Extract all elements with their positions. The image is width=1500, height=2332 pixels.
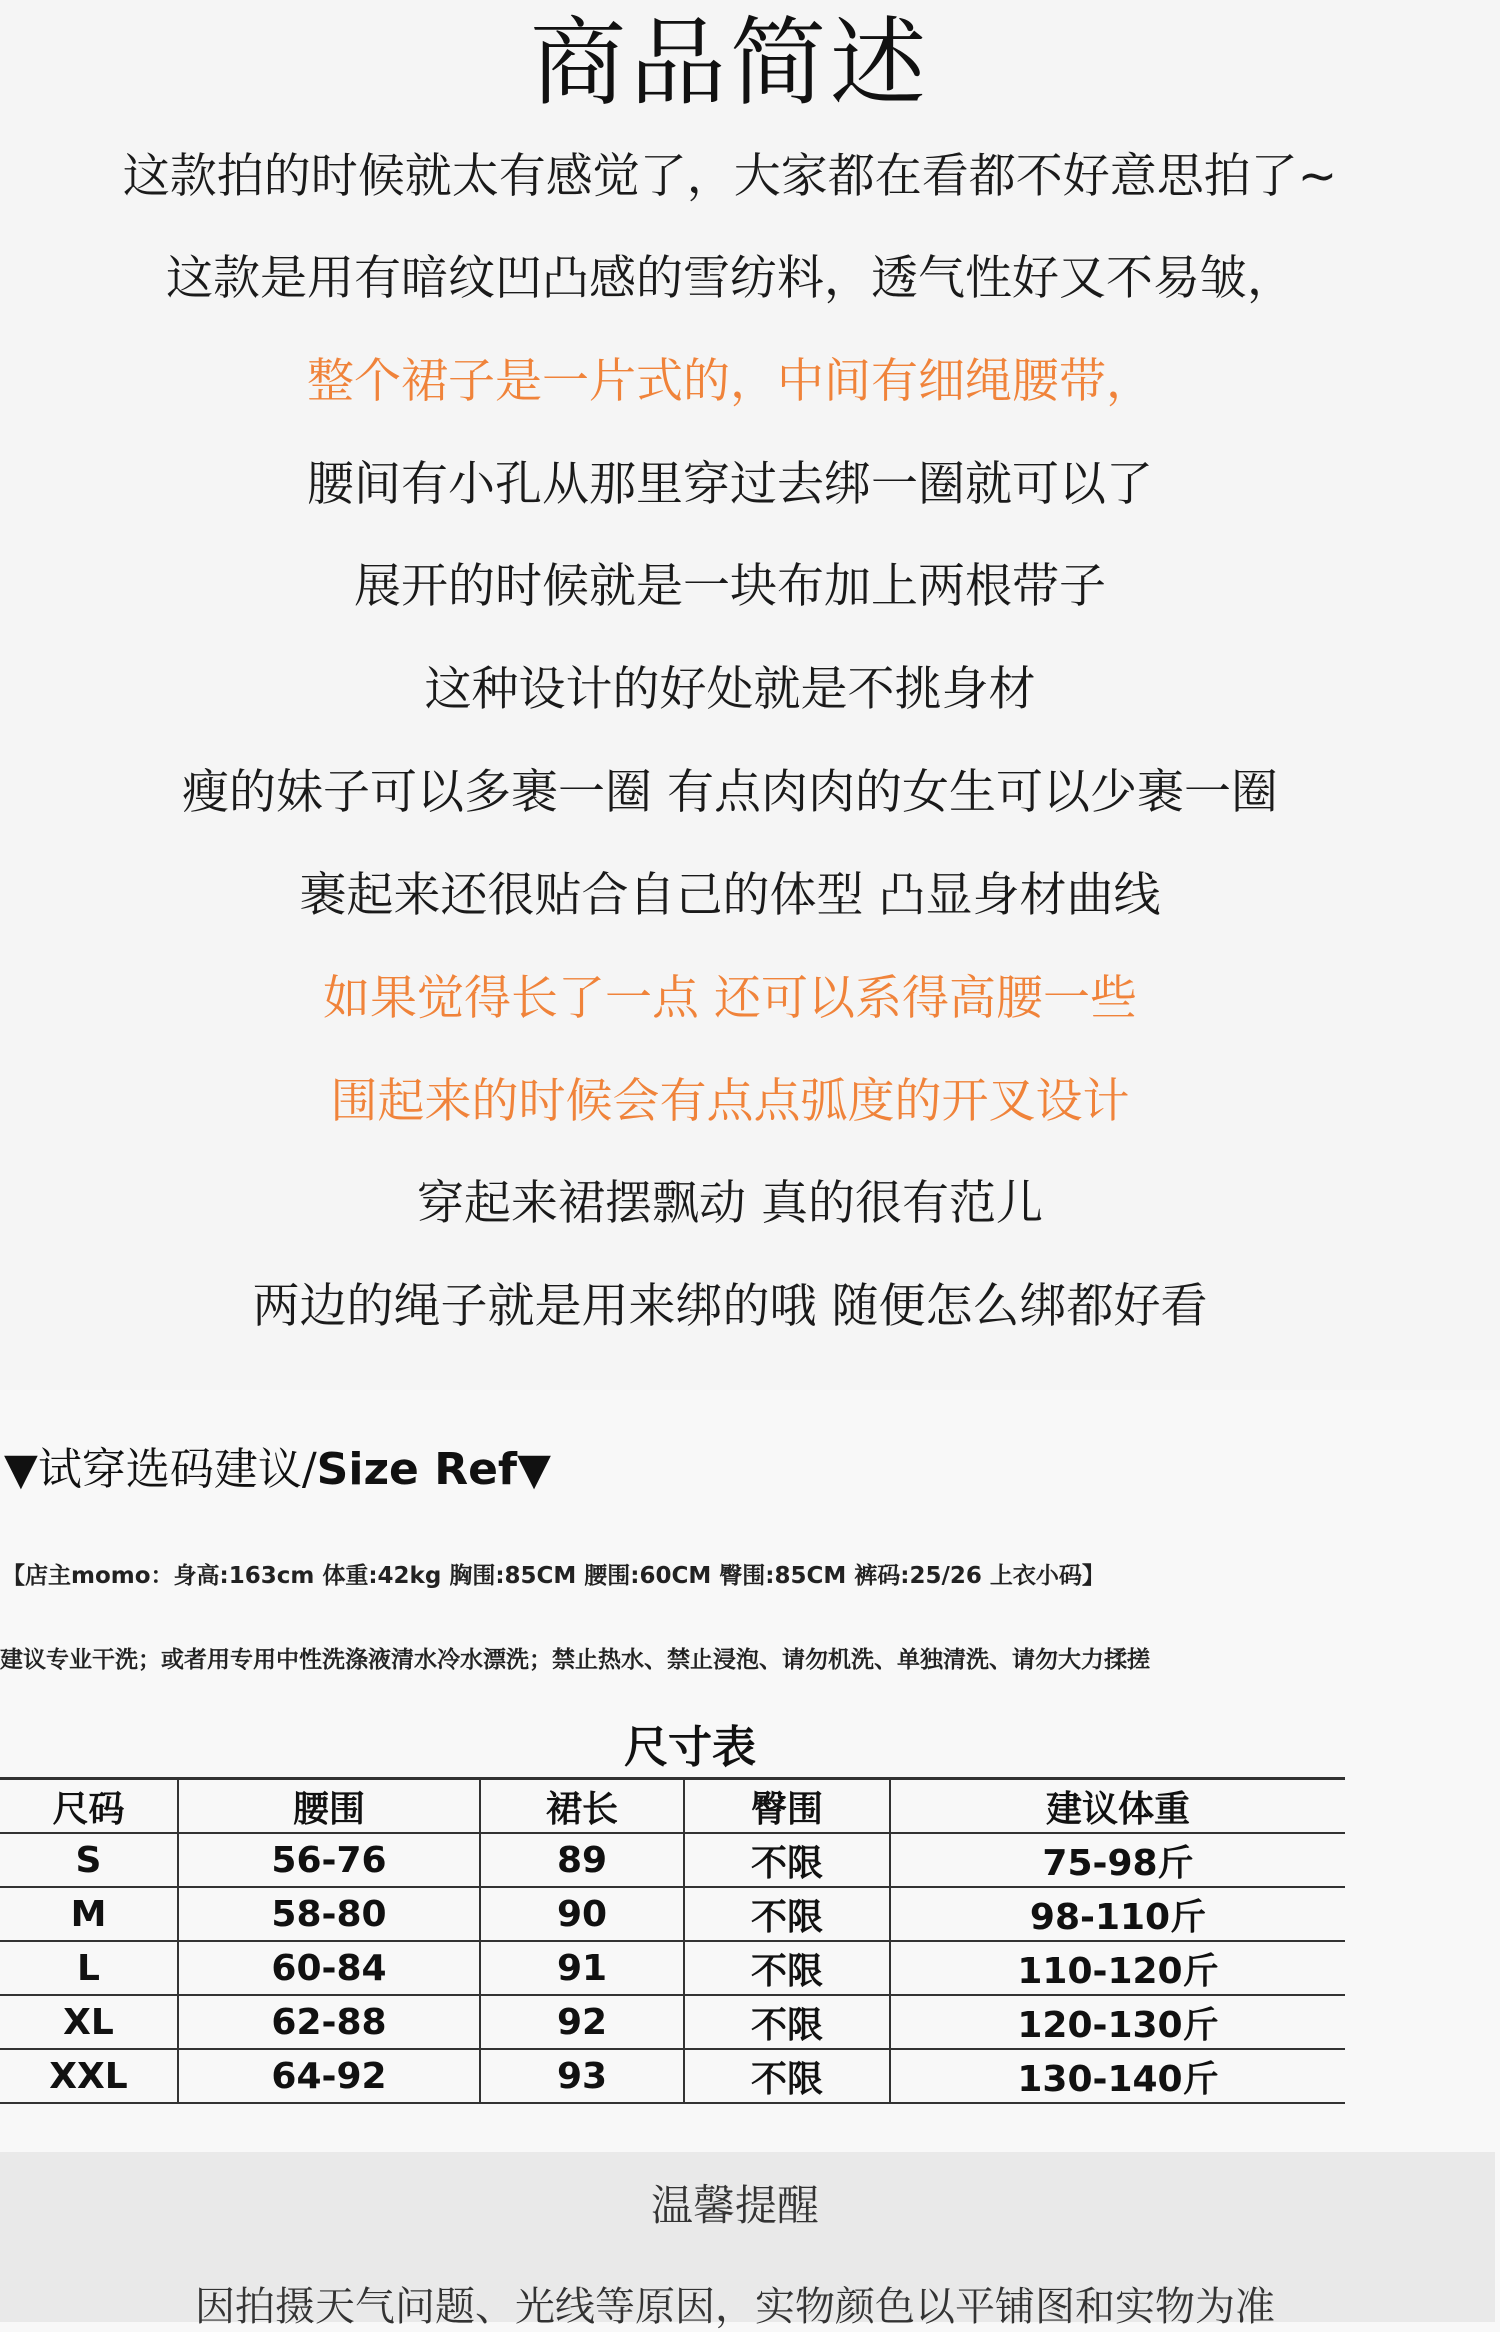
- triangle-down-icon: ▼: [517, 1444, 551, 1495]
- cell-hip: 不限: [684, 1995, 890, 2049]
- size-table-title: 尺寸表: [624, 1722, 756, 1773]
- cell-waist: 64-92: [178, 2049, 480, 2103]
- table-row: [0, 1833, 1345, 1887]
- cell-length: 89: [480, 1833, 684, 1887]
- triangle-down-icon: ▼: [4, 1444, 38, 1495]
- header-waist: 腰围: [178, 1779, 480, 1834]
- cell-size: L: [0, 1941, 178, 1995]
- description-line: 这款是用有暗纹凹凸感的雪纺料，透气性好又不易皱，: [166, 251, 1294, 306]
- size-table: [0, 1777, 1345, 2104]
- cell-waist: 62-88: [178, 1995, 480, 2049]
- notice-text: 因拍摄天气问题、光线等原因，实物颜色以平铺图和实物为准: [195, 2284, 1275, 2330]
- notice-title: 温馨提醒: [650, 2181, 819, 2230]
- cell-length: 93: [480, 2049, 684, 2103]
- cell-waist: 56-76: [178, 1833, 480, 1887]
- description-line: 两边的绳子就是用来绑的哦 随便怎么绑都好看: [252, 1279, 1208, 1334]
- description-line-highlight: 整个裙子是一片式的，中间有细绳腰带，: [307, 354, 1153, 409]
- size-ref-label-cn: 试穿选码建议/: [37, 1444, 317, 1495]
- cell-size: S: [0, 1833, 178, 1887]
- cell-weight: 75-98斤: [890, 1833, 1345, 1887]
- cell-size: M: [0, 1887, 178, 1941]
- cell-weight: 98-110斤: [890, 1887, 1345, 1941]
- cell-waist: 60-84: [178, 1941, 480, 1995]
- cell-hip: 不限: [684, 1887, 890, 1941]
- cell-hip: 不限: [684, 1941, 890, 1995]
- description-line-highlight: 围起来的时候会有点点弧度的开叉设计: [330, 1074, 1130, 1129]
- cell-size: XL: [0, 1995, 178, 2049]
- header-hip: 臀围: [684, 1779, 890, 1834]
- cell-length: 92: [480, 1995, 684, 2049]
- cell-length: 90: [480, 1887, 684, 1941]
- cell-length: 91: [480, 1941, 684, 1995]
- cell-hip: 不限: [684, 2049, 890, 2103]
- cell-weight: 130-140斤: [890, 2049, 1345, 2103]
- description-line: 这种设计的好处就是不挑身材: [424, 662, 1036, 717]
- table-row: [0, 1995, 1345, 2049]
- cell-weight: 120-130斤: [890, 1995, 1345, 2049]
- description-line: 裹起来还很贴合自己的体型 凸显身材曲线: [299, 868, 1161, 923]
- description-line: 这款拍的时候就太有感觉了，大家都在看都不好意思拍了~: [122, 149, 1338, 204]
- table-row: [0, 1887, 1345, 1941]
- table-row: [0, 1941, 1345, 1995]
- description-line: 穿起来裙摆飘动 真的很有范儿: [417, 1176, 1043, 1231]
- cell-waist: 58-80: [178, 1887, 480, 1941]
- header-weight: 建议体重: [890, 1779, 1345, 1834]
- description-line: 展开的时候就是一块布加上两根带子: [354, 559, 1106, 614]
- header-size: 尺码: [0, 1779, 178, 1834]
- section-title: 商品简述: [530, 7, 930, 119]
- model-measurements: 【店主momo：身高:163cm 体重:42kg 胸围:85CM 腰围:60CM 臀围:85CM 裤码:25/26 上衣小码】: [2, 1563, 1105, 1589]
- table-header-row: [0, 1779, 1345, 1834]
- notice-box: [0, 2152, 1495, 2330]
- description-line: 腰间有小孔从那里穿过去绑一圈就可以了: [307, 457, 1153, 512]
- description-line-highlight: 如果觉得长了一点 还可以系得高腰一些: [323, 971, 1137, 1026]
- description-line: 瘦的妹子可以多裹一圈 有点肉肉的女生可以少裹一圈: [182, 765, 1278, 820]
- header-length: 裙长: [480, 1779, 684, 1834]
- table-row: [0, 2049, 1345, 2103]
- cell-weight: 110-120斤: [890, 1941, 1345, 1995]
- cell-size: XXL: [0, 2049, 178, 2103]
- cell-hip: 不限: [684, 1833, 890, 1887]
- size-ref-label-en: Size Ref: [316, 1444, 518, 1495]
- care-instructions: 建议专业干洗；或者用专用中性洗涤液清水冷水漂洗；禁止热水、禁止浸泡、请勿机洗、单独清洗、请勿大力揉搓: [0, 1647, 1150, 1673]
- size-ref-heading: [4, 1440, 551, 1500]
